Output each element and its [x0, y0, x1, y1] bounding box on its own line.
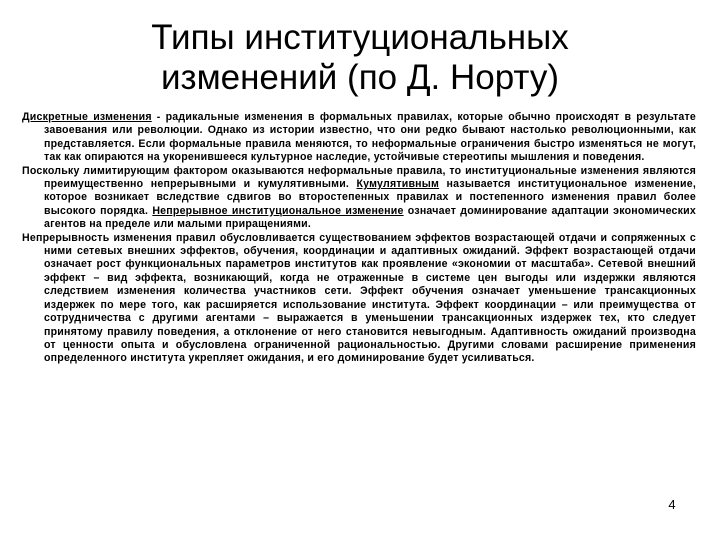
paragraph-cumulative-changes [22, 165, 696, 232]
paragraph-discrete-changes [22, 111, 696, 165]
paragraph-text: Поскольку лимитирующим фактором оказываются неформальные правила, то институциональные изменения являются преимущественно непрерывными и кумулятивными. [22, 164, 696, 191]
paragraph-text: - радикальные изменения в формальных правилах, которые обычно происходят в результате завоевания или революции. Однако из истории известно, что они редко бывают настолько революционными, как представляется. Если формальные правила меняются, то неформальные ограничения быстро изменяться не могут, так как опираются на укоренившееся культурное наследие, устойчивые стереотипы мышления и поведения. [44, 111, 696, 164]
paragraph-continuity-effects [22, 232, 696, 366]
page-number: 4 [668, 497, 676, 512]
term-continuous-change: Непрерывное институциональное изменение [152, 204, 404, 217]
paragraph-text: Непрерывность изменения правил обусловливается существованием эффектов возрастающей отдачи и сопряженных с ними сетевых внешних эффектов, обучения, координации и адаптивных ожиданий. Эффект возрастающей отдачи означает рост функциональных параметров институтов как проявление «экономии от масштаба». Сетевой внешний эффект – вид эффекта, возникающий, когда не отраженные в системе цен выгоды или издержки являются следствием изменения количества участников сети. Эффект обучения означает уменьшение трансакционных издержек по мере того, как расширяется использование института. Эффект координации – или преимущества от сотрудничества с другими агентами – выражается в уменьшении трансакционных издержек тех, кто следует принятому правилу поведения, а отклонение от него становится невыгодным. Адаптивность ожиданий производна от ценности опыта и обусловлена ограниченной рациональностью. Другими словами расширение применения определенного института укрепляет ожидания, и его доминирование будет усиливаться. [22, 231, 696, 365]
paragraph-text: называется институциональное изменение, которое возникает вследствие сдвигов во второстепенных правилах и постепенного изменения правил более высокого порядка. [44, 178, 696, 217]
paragraph-text: означает доминирование адаптации экономических агентов на пределе или малыми приращениями. [44, 204, 696, 231]
slide-title-line-1: Типы институциональных [151, 18, 569, 57]
slide-title [60, 18, 660, 98]
slide-title-line-2: изменений (по Д. Норту) [160, 58, 560, 97]
term-discrete-changes: Дискретные изменения [22, 111, 152, 123]
slide-body [22, 111, 696, 366]
term-cumulative: Кумулятивным [356, 178, 440, 191]
